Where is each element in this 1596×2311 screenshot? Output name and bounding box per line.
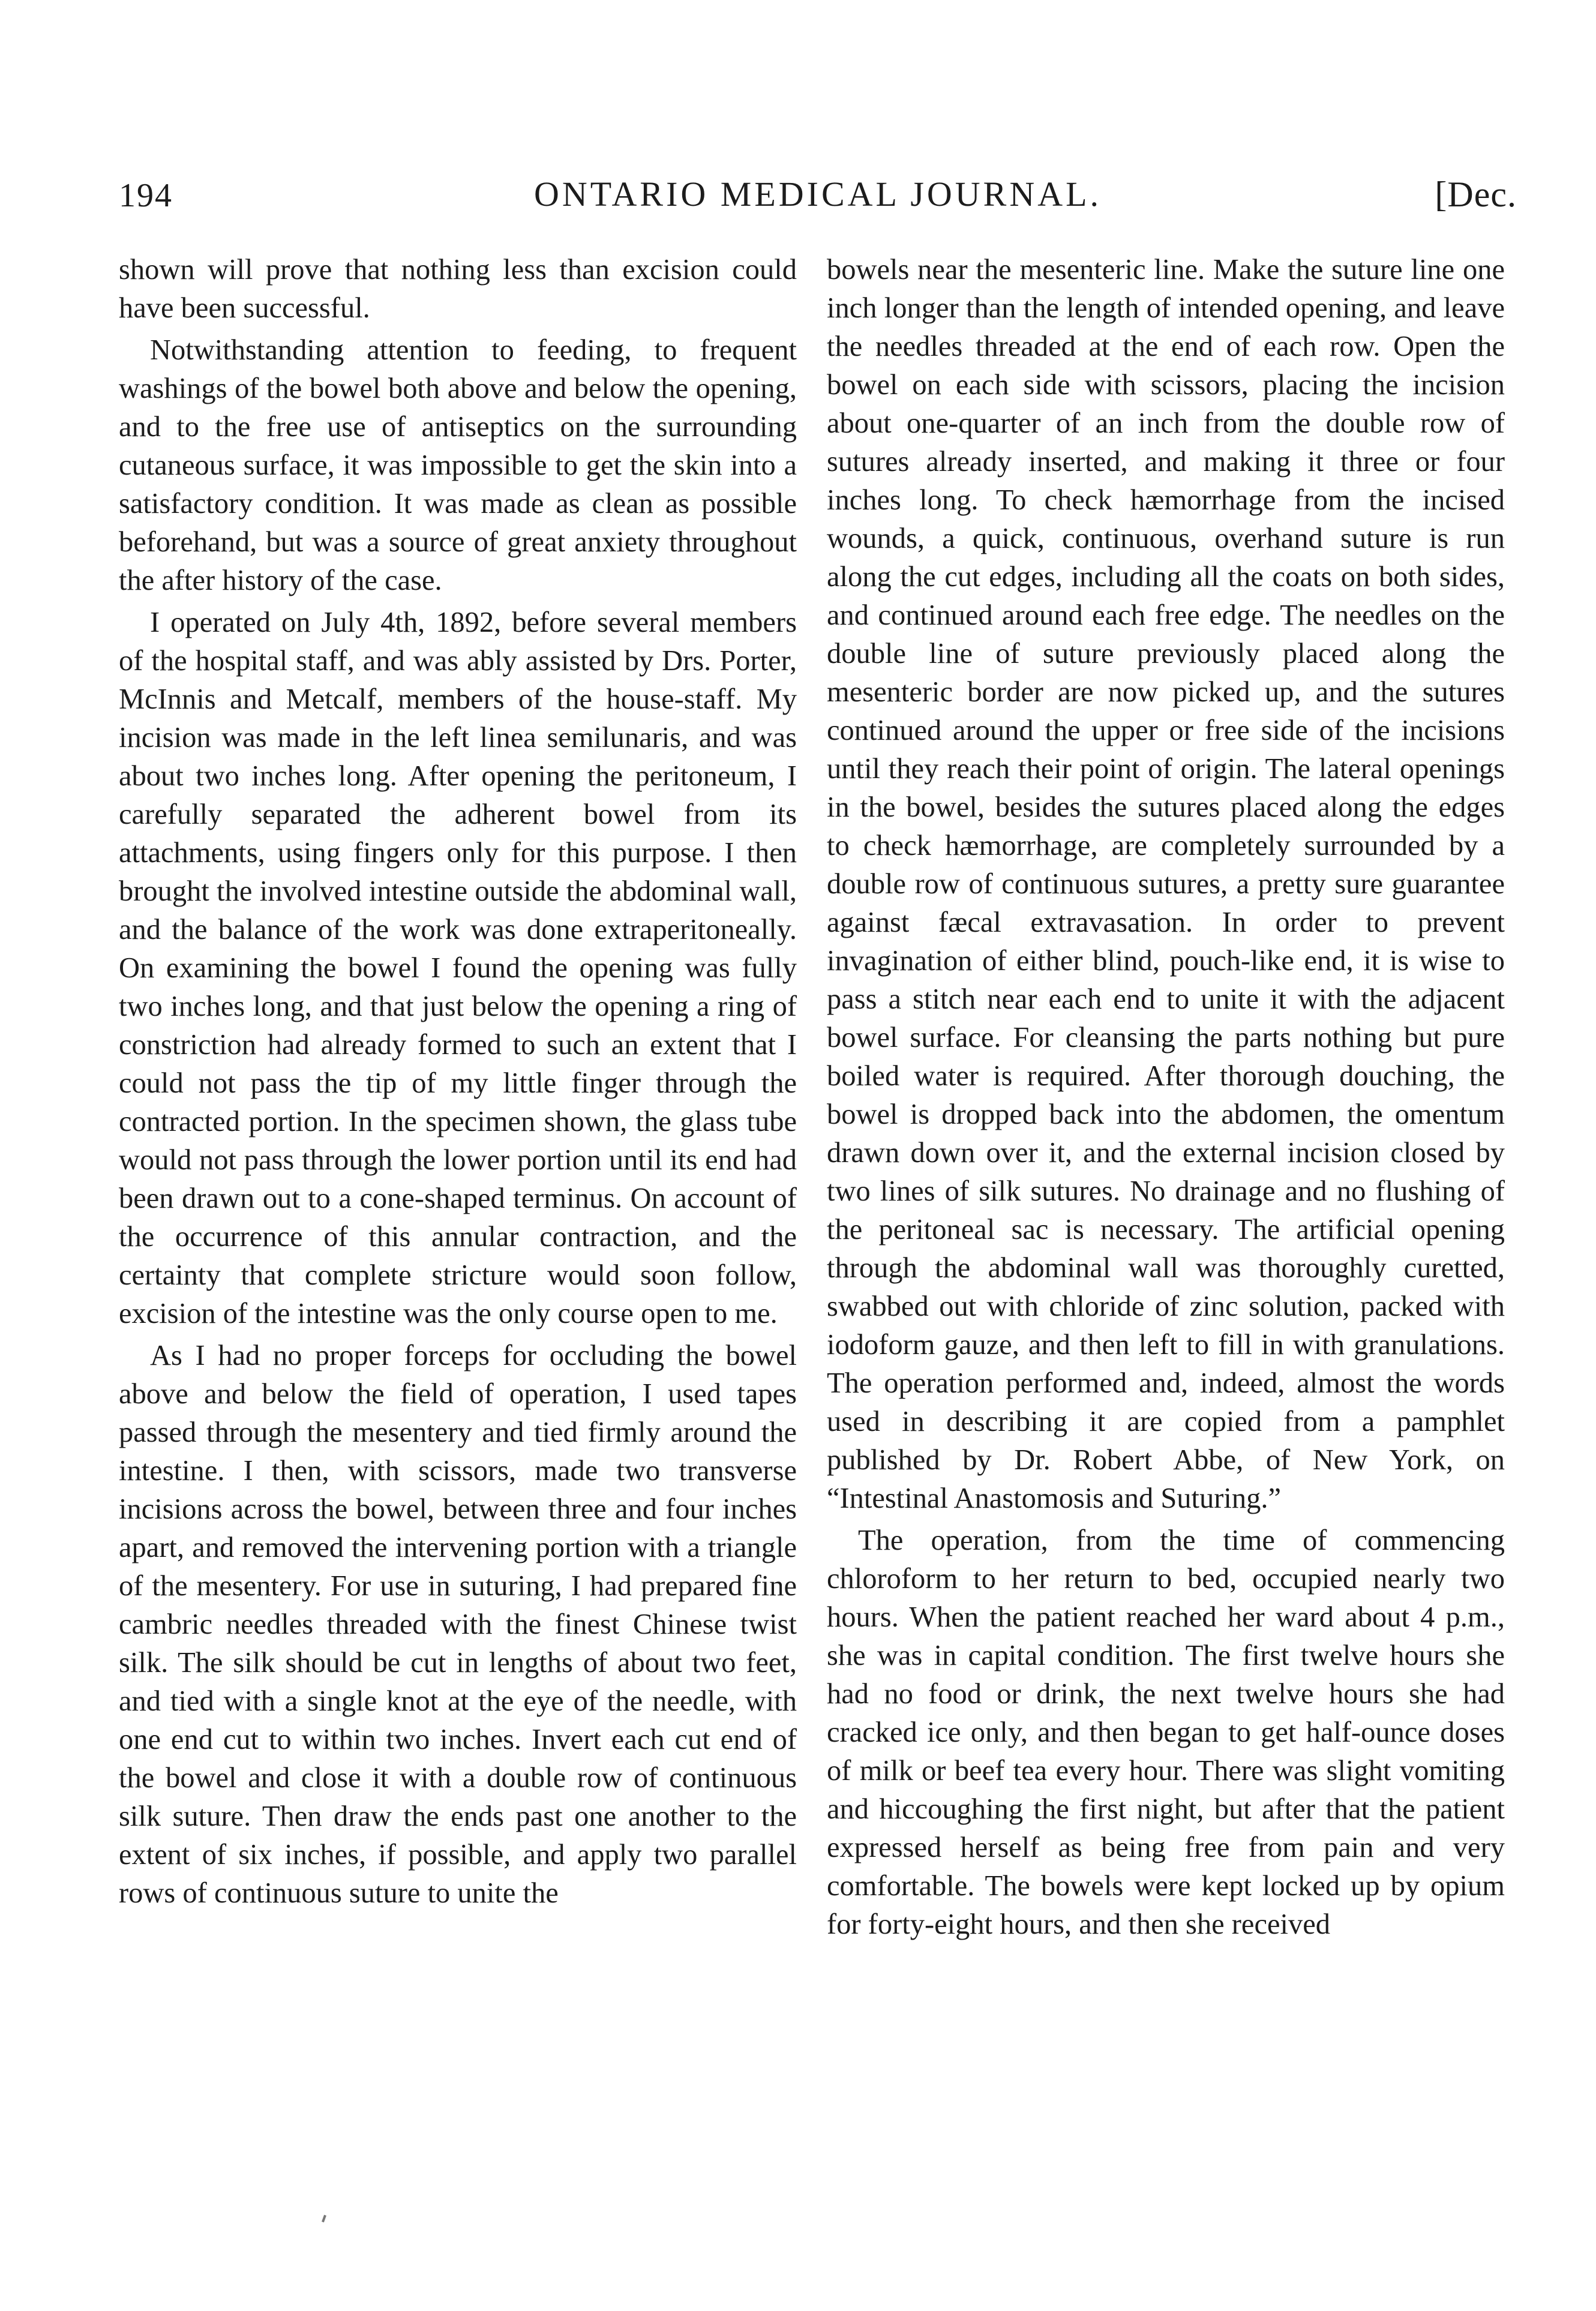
left-column bbox=[119, 251, 797, 1913]
page-header bbox=[119, 174, 1517, 228]
paragraph: The operation, from the time of commencing chloroform to her return to bed, occupied nearly two hours. When the patient reached her ward about 4 p.m., she was in capital condition. The first twelve hours she had no food or drink, the next twelve hours she had cracked ice only, and then began to get half-ounce doses of milk or beef tea every hour. There was slight vomiting and hiccoughing the first night, but after that the patient expressed herself as being free from pain and very comfortable. The bowels were kept locked up by opium for forty-eight hours, and then she received bbox=[827, 1524, 1505, 1940]
paragraph: Notwithstanding attention to feeding, to frequent washings of the bowel both above and below the opening, and to the free use of antiseptics on the surrounding cutaneous surface, it was impossible to get the skin into a satisfactory condition. It was made as clean as possible beforehand, but was a source of great anxiety throughout the after history of the case. bbox=[119, 334, 797, 596]
section-mark: [Dec. bbox=[1435, 175, 1517, 214]
running-title: ONTARIO MEDICAL JOURNAL. bbox=[533, 175, 1102, 214]
paragraph: As I had no proper forceps for occluding the bowel above and below the field of operation, I used tapes passed through the mesentery and tied firmly around the intestine. I then, with scissors, made two transverse incisions across the bowel, between three and four inches apart, and removed the intervening portion with a triangle of the mesentery. For use in suturing, I had prepared fine cambric needles threaded with the finest Chinese twist silk. The silk should be cut in lengths of about two feet, and tied with a single knot at the eye of the needle, with one end cut to within two inches. Invert each cut end of the bowel and close it with a double row of continuous silk suture. Then draw the ends past one another to the extent of six inches, if possible, and apply two parallel rows of continuous suture to unite the bbox=[119, 1340, 797, 1909]
ink-speck bbox=[322, 2215, 326, 2223]
page-number: 194 bbox=[119, 177, 173, 214]
paragraph: shown will prove that nothing less than excision could have been successful. bbox=[119, 254, 797, 324]
paragraph: I operated on July 4th, 1892, before several members of the hospital staff, and was ably assisted by Drs. Porter, McInnis and Metcalf, members of the house-staff. My incision was made in the left linea semilunaris, and was about two inches long. After opening the peritoneum, I carefully separated the adherent bowel from its attachments, using fingers only for this purpose. I then brought the involved intestine outside the abdominal wall, and the balance of the work was done extraperitoneally. On examining the bowel I found the opening was fully two inches long, and that just below the opening a ring of constriction had already formed to such an extent that I could not pass the tip of my little finger through the contracted portion. In the specimen shown, the glass tube would not pass through the lower portion until its end had been drawn out to a cone-shaped terminus. On account of the occurrence of this annular contraction, and the certainty that complete stricture would soon follow, excision of the intestine was the only course open to me. bbox=[119, 607, 797, 1329]
paragraph: bowels near the mesenteric line. Make the suture line one inch longer than the length of intended opening, and leave the needles threaded at the end of each row. Open the bowel on each side with scissors, placing the incision about one-quarter of an inch from the double row of sutures already inserted, and making it three or four inches long. To check hæmorrhage from the incised wounds, a quick, continuous, overhand suture is run along the cut edges, including all the coats on both sides, and continued around each free edge. The needles on the double line of suture previously placed along the mesenteric border are now picked up, and the sutures continued around the upper or free side of the incisions until they reach their point of origin. The lateral openings in the bowel, besides the sutures placed along the edges to check hæmorrhage, are completely surrounded by a double row of continuous sutures, a pretty sure guarantee against fæcal extravasation. In order to prevent invagination of either blind, pouch-like end, it is wise to pass a stitch near each end to unite it with the adjacent bowel surface. For cleansing the parts nothing but pure boiled water is required. After thorough douching, the bowel is dropped back into the abdomen, the omentum drawn down over it, and the external incision closed by two lines of silk sutures. No drainage and no flushing of the peritoneal sac is necessary. The artificial opening through the abdominal wall was thoroughly curetted, swabbed out with chloride of zinc solution, packed with iodoform gauze, and then left to fill in with granulations. The operation performed and, indeed, almost the words used in describing it are copied from a pamphlet published by Dr. Robert Abbe, of New York, on “Intestinal Anastomosis and Suturing.” bbox=[827, 254, 1505, 1514]
right-column bbox=[827, 251, 1505, 1944]
